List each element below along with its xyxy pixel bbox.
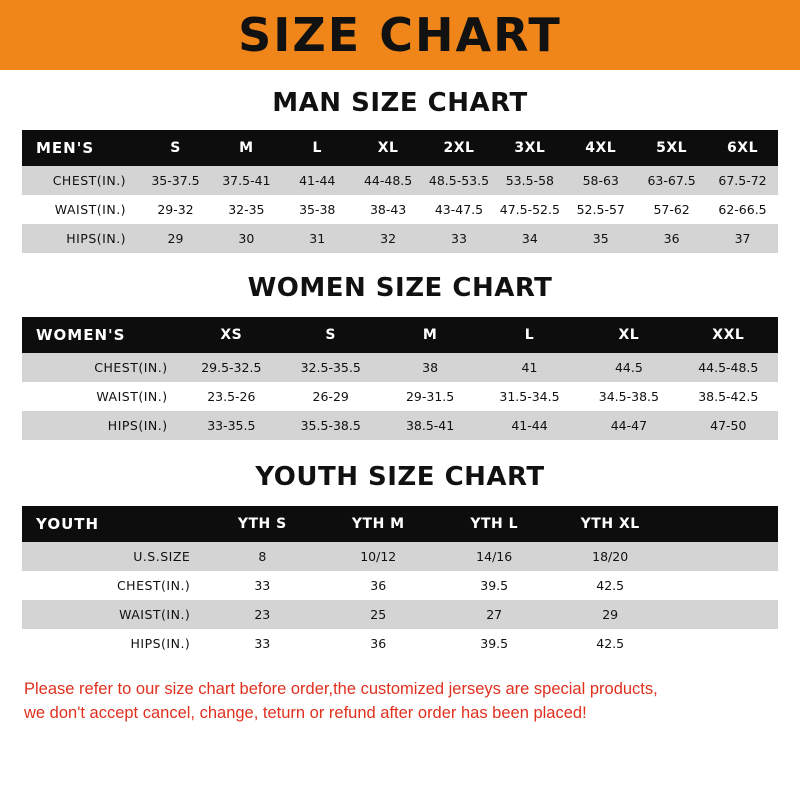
row-label-hips: HIPS(IN.) (22, 224, 140, 253)
cell: 58-63 (565, 166, 636, 195)
cell: 26-29 (281, 382, 380, 411)
cell: 37.5-41 (211, 166, 282, 195)
cell: 39.5 (436, 571, 552, 600)
col-header-yth-s: YTH S (204, 506, 320, 542)
section-title-man: MAN SIZE CHART (272, 88, 528, 118)
row-label-waist: WAIST(IN.) (22, 600, 204, 629)
col-header-youth: YOUTH (22, 506, 204, 542)
col-header-yth-l: YTH L (436, 506, 552, 542)
row-label-chest: CHEST(IN.) (22, 166, 140, 195)
col-header-xs: XS (182, 317, 281, 353)
cell: 18/20 (552, 542, 668, 571)
table-row (22, 353, 778, 382)
col-header-womens: WOMEN'S (22, 317, 182, 353)
cell: 33-35.5 (182, 411, 281, 440)
col-header-l: L (480, 317, 579, 353)
cell: 41-44 (480, 411, 579, 440)
cell: 48.5-53.5 (424, 166, 495, 195)
cell: 44.5 (579, 353, 678, 382)
section-title-women: WOMEN SIZE CHART (247, 273, 553, 303)
table-row (22, 571, 778, 600)
cell-empty (668, 600, 778, 629)
cell: 8 (204, 542, 320, 571)
table-row (22, 224, 778, 253)
cell: 34 (494, 224, 565, 253)
cell: 38 (380, 353, 479, 382)
table-header-row (22, 506, 778, 542)
cell: 38.5-41 (380, 411, 479, 440)
col-header-l: L (282, 130, 353, 166)
cell: 63-67.5 (636, 166, 707, 195)
cell: 34.5-38.5 (579, 382, 678, 411)
cell: 53.5-58 (494, 166, 565, 195)
row-label-waist: WAIST(IN.) (22, 382, 182, 411)
cell: 29-31.5 (380, 382, 479, 411)
cell-empty (668, 542, 778, 571)
cell: 42.5 (552, 629, 668, 658)
cell: 29-32 (140, 195, 211, 224)
table-row (22, 542, 778, 571)
table-row (22, 411, 778, 440)
footer-note-line-2: we don't accept cancel, change, teturn or refund after order has been placed! (24, 703, 587, 722)
col-header-4xl: 4XL (565, 130, 636, 166)
youth-size-table-wrap (22, 506, 778, 658)
row-label-chest: CHEST(IN.) (22, 353, 182, 382)
cell: 44-47 (579, 411, 678, 440)
col-header-m: M (211, 130, 282, 166)
table-row (22, 629, 778, 658)
table-row (22, 382, 778, 411)
cell: 35 (565, 224, 636, 253)
youth-table-head (22, 506, 778, 542)
cell: 47.5-52.5 (494, 195, 565, 224)
cell: 52.5-57 (565, 195, 636, 224)
cell: 29 (552, 600, 668, 629)
cell: 43-47.5 (424, 195, 495, 224)
cell: 44.5-48.5 (679, 353, 778, 382)
table-header-row (22, 130, 778, 166)
cell: 37 (707, 224, 778, 253)
cell: 38-43 (353, 195, 424, 224)
cell: 33 (204, 571, 320, 600)
footer-note-line-1: Please refer to our size chart before order,the customized jerseys are special products, (24, 680, 658, 698)
women-table-head (22, 317, 778, 353)
youth-size-table (22, 506, 778, 658)
cell: 35-37.5 (140, 166, 211, 195)
cell: 23.5-26 (182, 382, 281, 411)
table-row (22, 600, 778, 629)
footer-note (24, 678, 776, 726)
cell: 44-48.5 (353, 166, 424, 195)
col-header-xl: XL (353, 130, 424, 166)
row-label-hips: HIPS(IN.) (22, 411, 182, 440)
women-size-table-wrap (22, 317, 778, 440)
man-table-body (22, 166, 778, 253)
youth-table-body (22, 542, 778, 658)
col-header-3xl: 3XL (494, 130, 565, 166)
cell: 36 (320, 629, 436, 658)
cell: 36 (320, 571, 436, 600)
col-header-xxl: XXL (679, 317, 778, 353)
col-header-s: S (140, 130, 211, 166)
cell: 57-62 (636, 195, 707, 224)
cell: 38.5-42.5 (679, 382, 778, 411)
row-label-waist: WAIST(IN.) (22, 195, 140, 224)
cell: 33 (424, 224, 495, 253)
table-row (22, 166, 778, 195)
cell: 36 (636, 224, 707, 253)
women-table-body (22, 353, 778, 440)
cell-empty (668, 629, 778, 658)
cell: 25 (320, 600, 436, 629)
cell: 33 (204, 629, 320, 658)
cell: 39.5 (436, 629, 552, 658)
col-header-spacer (668, 506, 778, 542)
row-label-hips: HIPS(IN.) (22, 629, 204, 658)
women-size-table (22, 317, 778, 440)
cell: 29.5-32.5 (182, 353, 281, 382)
cell: 30 (211, 224, 282, 253)
cell: 32.5-35.5 (281, 353, 380, 382)
cell: 27 (436, 600, 552, 629)
col-header-5xl: 5XL (636, 130, 707, 166)
header-banner (0, 0, 800, 70)
cell: 62-66.5 (707, 195, 778, 224)
col-header-6xl: 6XL (707, 130, 778, 166)
cell-empty (668, 571, 778, 600)
row-label-us-size: U.S.SIZE (22, 542, 204, 571)
col-header-m: M (380, 317, 479, 353)
man-size-table-wrap (22, 130, 778, 253)
col-header-yth-m: YTH M (320, 506, 436, 542)
table-row (22, 195, 778, 224)
col-header-xl: XL (579, 317, 678, 353)
cell: 31 (282, 224, 353, 253)
cell: 42.5 (552, 571, 668, 600)
table-header-row (22, 317, 778, 353)
row-label-chest: CHEST(IN.) (22, 571, 204, 600)
man-table-head (22, 130, 778, 166)
man-size-table (22, 130, 778, 253)
cell: 10/12 (320, 542, 436, 571)
cell: 47-50 (679, 411, 778, 440)
section-title-youth: YOUTH SIZE CHART (255, 462, 545, 492)
cell: 31.5-34.5 (480, 382, 579, 411)
cell: 29 (140, 224, 211, 253)
cell: 23 (204, 600, 320, 629)
col-header-yth-xl: YTH XL (552, 506, 668, 542)
cell: 35-38 (282, 195, 353, 224)
cell: 41-44 (282, 166, 353, 195)
col-header-mens: MEN'S (22, 130, 140, 166)
cell: 32 (353, 224, 424, 253)
col-header-2xl: 2XL (424, 130, 495, 166)
col-header-s: S (281, 317, 380, 353)
cell: 14/16 (436, 542, 552, 571)
page-title: SIZE CHART (238, 8, 562, 62)
cell: 41 (480, 353, 579, 382)
cell: 32-35 (211, 195, 282, 224)
cell: 67.5-72 (707, 166, 778, 195)
cell: 35.5-38.5 (281, 411, 380, 440)
